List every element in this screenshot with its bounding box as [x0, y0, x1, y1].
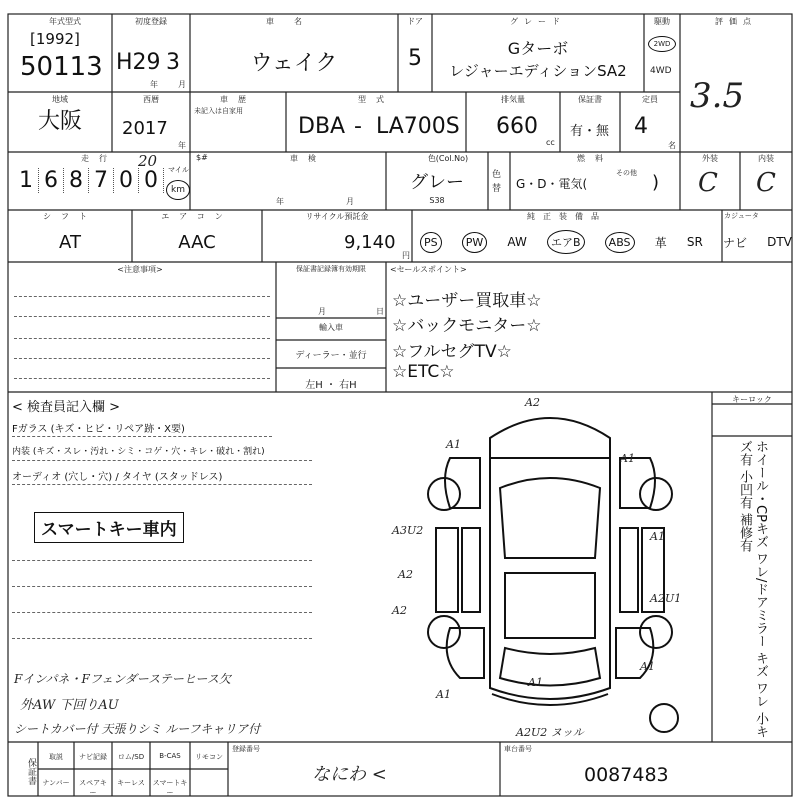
damage-mark: A2U2 ヌッル — [516, 726, 584, 739]
option-item: エアB — [547, 230, 585, 254]
damage-legend: ホイール・CPキズ ワレ/ドアミラー キズ ワレ 小キズ有 小凹有 補修有 — [737, 440, 768, 738]
interior: C — [756, 168, 776, 198]
fuel: G・D・電気( — [516, 177, 588, 191]
grade-line2: レジャーエディションSA2 — [449, 62, 627, 80]
option-item: 革 — [654, 235, 667, 250]
label-grade: グレード — [510, 17, 566, 26]
options-row — [420, 228, 792, 256]
exterior: C — [698, 168, 718, 198]
damage-mark: A1 — [446, 438, 461, 451]
label-first-reg: 初度登録 — [135, 17, 167, 26]
color: グレー — [410, 172, 464, 193]
footer-label-navi: ナビ記録 — [79, 753, 107, 761]
first-reg-era: H29 — [116, 50, 161, 75]
option-item: AW — [507, 235, 527, 249]
mileage-digit: 6 — [39, 168, 64, 193]
label-seats: 定員 — [642, 95, 658, 104]
damage-mark: A2 — [398, 568, 413, 581]
color-code: S38 — [429, 196, 445, 205]
history-note: 未記入は自家用 — [194, 107, 243, 115]
footer-label-manual: 取説 — [49, 753, 63, 761]
damage-mark: A1 — [528, 676, 543, 689]
label-year-type: 年式型式 — [49, 17, 81, 26]
selling-point-2: ☆バックモニター☆ — [392, 316, 542, 336]
damage-mark: A1 — [620, 452, 635, 465]
label-shift: シフト — [43, 212, 97, 221]
footer-label-keyless: キーレス — [117, 779, 145, 787]
score: 3.5 — [690, 76, 745, 116]
damage-mark: A1 — [640, 660, 655, 673]
damage-mark: A1 — [650, 530, 665, 543]
inspector-line1: Fガラス (キズ・ヒビ・リペア跡・X要) — [12, 424, 185, 435]
label-car-name: 車名 — [266, 17, 322, 26]
year-type: [1992] — [30, 30, 80, 48]
mileage-digit: 8 — [64, 168, 89, 193]
footer-label-chassis: 車台番号 — [504, 745, 532, 753]
reg-number: なにわ < — [312, 764, 387, 785]
damage-mark: A2 — [525, 396, 540, 409]
mileage-hand: 20 — [138, 152, 158, 170]
key-lock-label: キーロック — [732, 395, 772, 404]
inspection-month: 月 — [346, 197, 354, 206]
damage-mark: A1 — [436, 688, 451, 701]
car-name: ウェイク — [250, 51, 338, 76]
warranty: 有・無 — [570, 124, 610, 139]
car-diagram — [400, 398, 700, 738]
label-year: 西暦 — [143, 95, 159, 104]
chassis-number: 0087483 — [584, 764, 669, 786]
label-doors: ドア — [407, 17, 423, 26]
option-item: ABS — [605, 232, 635, 253]
lot-number: 50113 — [20, 52, 103, 82]
option-item: ナビ — [722, 235, 747, 250]
label-fuel: 燃料 — [577, 154, 613, 163]
mileage-digit: 1 — [14, 168, 39, 193]
caution-label: <注意事項> — [117, 265, 163, 274]
label-recycle: リサイクル預託金 — [305, 212, 369, 221]
label-exterior: 外装 — [702, 154, 718, 163]
label-navi: カジュータ — [724, 212, 759, 220]
recycle: 9,140 — [344, 232, 396, 253]
label-model: 型式 — [358, 95, 394, 104]
recycle-unit: 円 — [402, 251, 410, 260]
hand-note-1: Fインパネ・Fフェンダーステーヒース欠 — [14, 672, 231, 686]
doors: 5 — [408, 46, 422, 71]
year-suffix: 年 — [178, 141, 186, 150]
label-area: 地域 — [52, 95, 68, 104]
damage-mark: A2U1 — [650, 592, 682, 605]
option-item: PW — [462, 232, 488, 253]
smart-key-stamp: スマートキー車内 — [34, 512, 184, 543]
warranty-period-label: 保証書記録簿有効期限 — [296, 265, 366, 273]
footer-label-smartkey: スマートキー — [152, 779, 188, 797]
model-prefix: DBA — [298, 114, 346, 139]
first-reg-month-suffix: 月 — [178, 80, 186, 89]
seats: 4 — [634, 114, 648, 139]
label-mileage: 走行 — [81, 154, 117, 163]
selling-point-1: ☆ユーザー買取車☆ — [392, 291, 542, 311]
mileage-digit: 7 — [89, 168, 114, 193]
mileage-digit: 0 — [114, 168, 139, 193]
label-aircon: エアコン — [161, 212, 233, 221]
label-drive: 駆動 — [654, 17, 670, 26]
selling-point-3: ☆フルセグTV☆ — [392, 342, 512, 362]
option-item: DTV — [767, 235, 792, 249]
label-warranty: 保証書 — [578, 95, 602, 104]
seats-suffix: 名 — [668, 141, 676, 150]
footer-label-reg: 登録番号 — [232, 745, 260, 753]
displacement: 660 — [496, 114, 538, 139]
mileage-digit: 0 — [139, 168, 164, 193]
model-dash: - — [354, 114, 362, 139]
label-score: 評価点 — [715, 17, 757, 26]
inspector-line3: オーディオ (穴し・穴) / タイヤ (スタッドレス) — [12, 472, 223, 483]
drive-4wd: 4WD — [650, 66, 672, 76]
footer-label-bcas: B-CAS — [159, 752, 181, 760]
warranty-day: 日 — [376, 307, 384, 316]
mileage-digits — [14, 168, 164, 193]
label-color: 色(Col.No) — [427, 154, 469, 163]
damage-mark: A3U2 — [392, 524, 424, 537]
damage-mark: A2 — [392, 604, 407, 617]
inspector-title: < 検査員記入欄 > — [12, 400, 121, 415]
label-interior: 内装 — [758, 154, 774, 163]
shift: AT — [59, 232, 81, 253]
warranty-month: 月 — [318, 307, 326, 316]
label-history: 車歴 — [220, 95, 256, 104]
selling-label: <セールスポイント> — [390, 265, 467, 274]
mileage-unit-top: マイル — [168, 166, 189, 174]
handle-side: 左H ・ 右H — [305, 380, 357, 391]
hand-note-2: 外AW 下回りAU — [20, 698, 119, 713]
aircon: AAC — [178, 232, 216, 253]
first-reg-month: 3 — [166, 50, 180, 75]
option-item: PS — [420, 232, 442, 253]
label-displacement: 排気量 — [501, 95, 525, 104]
year: 2017 — [122, 118, 168, 139]
fuel-other: その他 — [616, 169, 637, 177]
first-reg-year-suffix: 年 — [150, 80, 158, 89]
mileage-unit-circled: km — [166, 180, 190, 200]
hand-note-3: シートカバー付 天張りシミ ルーフキャリア付 — [14, 722, 261, 736]
area: 大阪 — [37, 109, 82, 134]
model-code: LA700S — [376, 114, 460, 139]
dealer-parallel: ディーラー・並行 — [295, 351, 367, 361]
import-label: 輸入車 — [319, 323, 343, 332]
inspection-year: 年 — [276, 197, 284, 206]
label-inspection: 車検 — [290, 154, 326, 163]
label-sticker: $# — [196, 153, 208, 162]
footer-label-rom: ロム/SD — [117, 753, 145, 761]
footer-side-label: 保証書 — [26, 757, 36, 785]
color-change: 色替 — [492, 170, 502, 194]
footer-label-spare: スペアキー — [79, 779, 107, 797]
cc-unit: cc — [546, 138, 555, 147]
option-item: SR — [686, 235, 703, 249]
inspector-line2: 内装 (キズ・スレ・汚れ・シミ・コゲ・穴・キレ・破れ・割れ) — [12, 447, 265, 457]
grade-line1: Gターボ — [507, 39, 569, 58]
footer-label-number: ナンバー — [42, 779, 70, 787]
label-options: 純正装備品 — [527, 212, 607, 221]
selling-point-4: ☆ETC☆ — [392, 362, 455, 382]
footer-label-remote: リモコン — [195, 753, 223, 761]
fuel-close: ) — [652, 172, 660, 193]
drive-2wd-circled: 2WD — [648, 36, 676, 52]
